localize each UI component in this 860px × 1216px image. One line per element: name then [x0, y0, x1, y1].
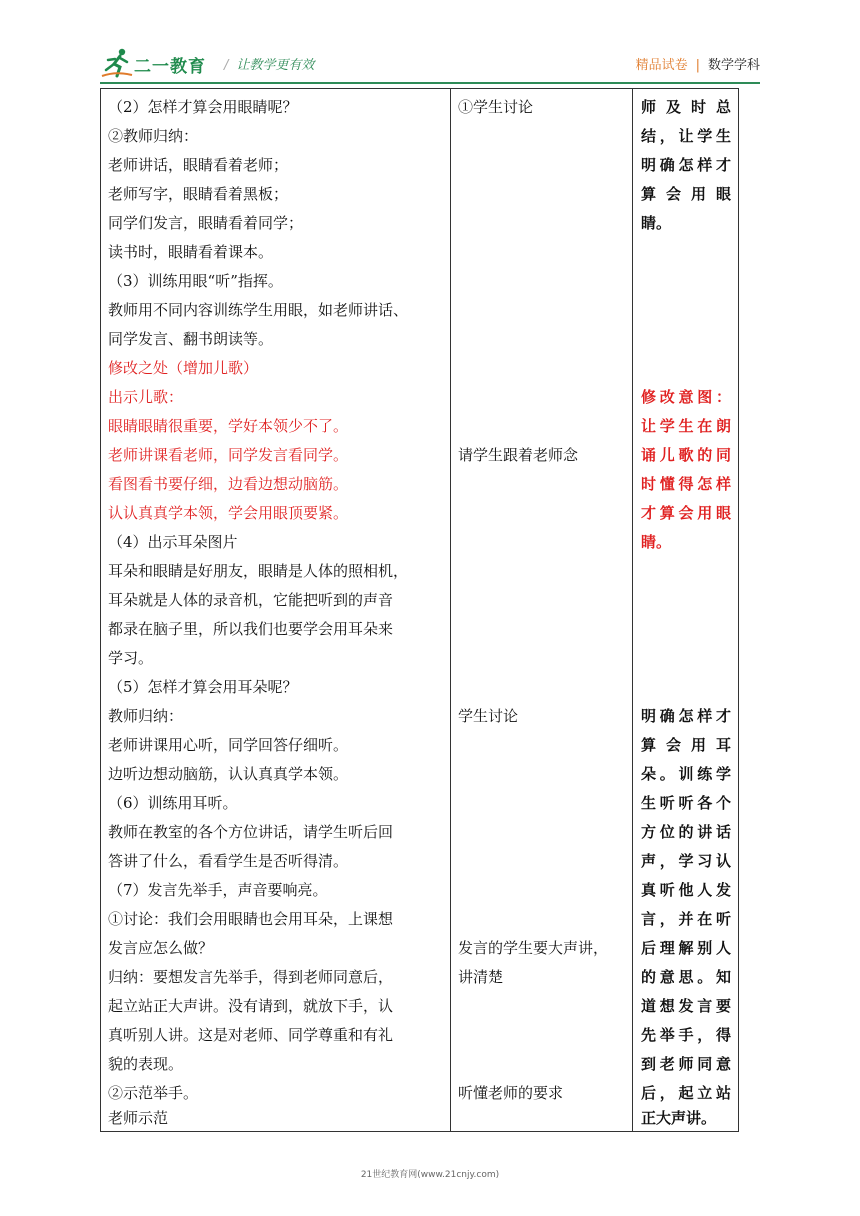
process-line: （3）训练用眼“听”指挥。 [108, 272, 283, 290]
tag-separator: | [695, 58, 700, 73]
revision-intent-line: 睛。 [641, 533, 672, 551]
process-line: 老师写字，眼睛看着黑板； [108, 185, 289, 203]
rhyme-line: 眼睛眼睛很重要，学好本领少不了。 [108, 417, 349, 435]
activity-line: 讲清楚 [458, 968, 504, 986]
process-line: 起立站正大声讲。没有请到，就放下手，认 [108, 997, 394, 1015]
intent-line: 算会用眼 [641, 185, 731, 203]
process-line: 教师归纳： [108, 707, 184, 725]
process-line: 老师讲课用心听，同学回答仔细听。 [108, 736, 349, 754]
activity-line: 请学生跟着老师念 [458, 446, 579, 464]
revision-intent-line: 修改意图： [641, 388, 731, 406]
process-line: 边听边想动脑筋，认认真真学本领。 [108, 765, 349, 783]
intent-line: 真听他人发 [641, 881, 731, 899]
revision-intent-line: 才算会用眼 [641, 504, 731, 522]
intent-line: 算会用耳 [641, 736, 731, 754]
intent-line: 的意思。知 [641, 968, 731, 986]
revision-note: 修改之处（增加儿歌） [108, 359, 259, 377]
activity-line: 听懂老师的要求 [458, 1084, 564, 1102]
process-line: 都录在脑子里，所以我们也要学会用耳朵来 [108, 620, 394, 638]
student-activity-column [451, 89, 633, 1132]
lesson-table [100, 88, 739, 1132]
intent-line: 到老师同意 [641, 1055, 731, 1073]
rhyme-title: 出示儿歌： [108, 388, 184, 406]
process-line: （6）训练用耳听。 [108, 794, 238, 812]
process-line: 答讲了什么，看看学生是否听得清。 [108, 852, 349, 870]
process-line: 耳朵和眼睛是好朋友，眼睛是人体的照相机， [108, 562, 409, 580]
slogan-text: 让教学更有效 [236, 58, 315, 73]
process-line: 貌的表现。 [108, 1055, 184, 1073]
process-line: ②示范举手。 [108, 1084, 199, 1102]
runner-logo-icon [100, 46, 134, 80]
activity-line: 发言的学生要大声讲， [458, 939, 609, 957]
intent-line: 先举手，得 [641, 1026, 731, 1044]
process-line: 归纳：要想发言先举手，得到老师同意后， [108, 968, 394, 986]
revision-intent-line: 让学生在朗 [641, 417, 731, 435]
intent-line: 睛。 [641, 214, 672, 232]
process-line: 教师在教室的各个方位讲话，请学生听后回 [108, 823, 394, 841]
intent-line: 道想发言要 [641, 997, 731, 1015]
process-line: （7）发言先举手，声音要响亮。 [108, 881, 328, 899]
revision-intent-line: 时懂得怎样 [641, 475, 731, 493]
process-line: 同学发言、翻书朗读等。 [108, 330, 274, 348]
process-line: ②教师归纳： [108, 127, 199, 145]
process-line: 同学们发言，眼睛看着同学； [108, 214, 304, 232]
slogan-slash: / [224, 58, 229, 73]
process-line: 老师示范 [108, 1109, 169, 1127]
revision-intent-line: 诵儿歌的同 [641, 446, 731, 464]
rhyme-line: 老师讲课看老师，同学发言看同学。 [108, 446, 349, 464]
intent-line: 生听听各个 [641, 794, 731, 812]
process-line: 耳朵就是人体的录音机，它能把听到的声音 [108, 591, 394, 609]
rhyme-line: 认认真真学本领，学会用眼顶要紧。 [108, 504, 349, 522]
table-row [101, 89, 739, 1132]
subject-tag: 数学学科 [707, 58, 760, 73]
intent-line: 后，起立站 [641, 1084, 731, 1102]
design-intent-column [633, 89, 739, 1132]
rhyme-line: 看图看书要仔细，边看边想动脑筋。 [108, 475, 349, 493]
process-line: 教师用不同内容训练学生用眼，如老师讲话、 [108, 301, 409, 319]
intent-line: 声，学习认 [641, 852, 731, 870]
activity-line: ①学生讨论 [458, 98, 534, 116]
process-line: 老师讲话，眼睛看着老师； [108, 156, 289, 174]
page-header [100, 44, 760, 80]
process-line: 真听别人讲。这是对老师、同学尊重和有礼 [108, 1026, 394, 1044]
process-line: ①讨论：我们会用眼睛也会用耳朵，上课想 [108, 910, 394, 928]
intent-line: 结，让学生 [641, 127, 731, 145]
header-tags [636, 54, 760, 73]
intent-line: 言，并在听 [641, 910, 731, 928]
intent-line: 正大声讲。 [641, 1109, 717, 1127]
intent-line: 朵。训练学 [641, 765, 731, 783]
page-footer: 21世纪教育网(www.21cnjy.com) [360, 1170, 500, 1180]
logo-text: 二一教育 [134, 57, 206, 77]
intent-line: 明确怎样才 [641, 156, 731, 174]
process-line: （2）怎样才算会用眼睛呢？ [108, 98, 298, 116]
intent-line: 明确怎样才 [641, 707, 731, 725]
process-line: 读书时，眼睛看着课本。 [108, 243, 274, 261]
process-line: （5）怎样才算会用耳朵呢？ [108, 678, 298, 696]
quality-tag: 精品试卷 [635, 58, 688, 73]
intent-line: 师及时总 [641, 98, 731, 116]
slogan [224, 54, 314, 73]
process-line: 发言应怎么做？ [108, 939, 214, 957]
logo [100, 46, 230, 80]
process-line: 学习。 [108, 649, 154, 667]
header-divider [100, 82, 760, 84]
activity-line: 学生讨论 [458, 707, 519, 725]
intent-line: 后理解别人 [641, 939, 731, 957]
intent-line: 方位的讲话 [641, 823, 731, 841]
process-line: （4）出示耳朵图片 [108, 533, 238, 551]
process-column [101, 89, 451, 1132]
